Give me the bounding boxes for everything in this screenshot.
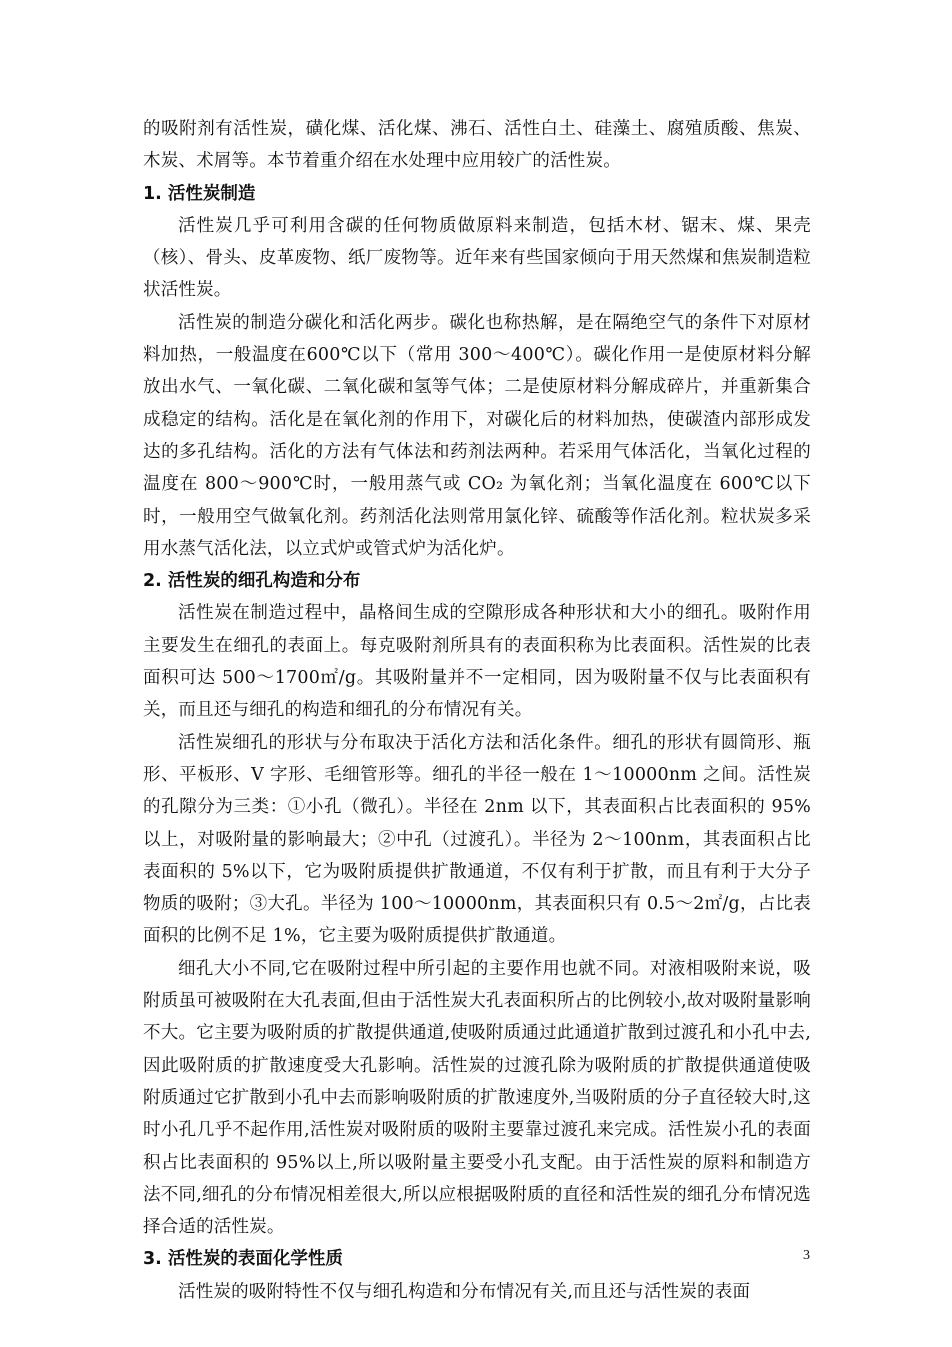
paragraph-raw-materials: 活性炭几乎可利用含碳的任何物质做原料来制造，包括木材、锯末、煤、果壳（核）、骨头、皮革废物、纸厂废物等。近年来有些国家倾向于用天然煤和焦炭制造粒状活性炭。 bbox=[143, 215, 811, 301]
section-heading-carbon-manufacture: 1. 活性炭制造 bbox=[143, 183, 256, 204]
paragraph-surface-chemistry: 活性炭的吸附特性不仅与细孔构造和分布情况有关,而且还与活性炭的表面 bbox=[178, 1281, 751, 1302]
section-heading-pore-structure: 2. 活性炭的细孔构造和分布 bbox=[143, 571, 361, 592]
paragraph-carbonization-activation: 活性炭的制造分碳化和活化两步。碳化也称热解，是在隔绝空气的条件下对原材料加热，一般温度在600℃以下（常用 300～400℃）。碳化作用一是使原材料分解放出水气、一氧化碳、二氧化碳和氢等气体；二是使原材料分解成碎片，并重新集合成稳定的结构。活化是在氧化剂的作用下，对碳化后的材料加热，使碳渣内部形成发达的多孔结构。活化的方法有气体法和药剂法两种。若采用气体活化，当氧化过程的温度在 800～900℃时，一般用蒸气或 CO₂ 为氧化剂；当氧化温度在 600℃以下时，一般用空气做氧化剂。药剂活化法则常用氯化锌、硫酸等作活化剂。粒状炭多采用水蒸气活化法，以立式炉或管式炉为活化炉。 bbox=[143, 312, 811, 559]
paragraph-pore-function: 细孔大小不同,它在吸附过程中所引起的主要作用也就不同。对液相吸附来说，吸附质虽可被吸附在大孔表面,但由于活性炭大孔表面积所占的比例较小,故对吸附量影响不大。它主要为吸附质的扩散提供通道,使吸附质通过此通道扩散到过渡孔和小孔中去,因此吸附质的扩散速度受大孔影响。活性炭的过渡孔除为吸附质的扩散提供通道使吸附质通过它扩散到小孔中去而影响吸附质的扩散速度外,当吸附质的分子直径较大时,这时小孔几乎不起作用,活性炭对吸附质的吸附主要靠过渡孔来完成。活性炭小孔的表面积占比表面积的 95%以上,所以吸附量主要受小孔支配。由于活性炭的原料和制造方法不同,细孔的分布情况相差很大,所以应根据吸附质的直径和活性炭的细孔分布情况选择合适的活性炭。 bbox=[143, 958, 811, 1238]
paragraph-pore-classification: 活性炭细孔的形状与分布取决于活化方法和活化条件。细孔的形状有圆筒形、瓶形、平板形、V 字形、毛细管形等。细孔的半径一般在 1～10000nm 之间。活性炭 的孔隙分为三类：①小孔（微孔）。半径在 2nm 以下，其表面积占比表面积的 95%以上，对吸附量的影响最大；②中孔（过渡孔）。半径为 2～100nm，其表面积占比表面积的 5%以下，它为吸附质提供扩散通道，不仅有利于扩散，而且有利于大分子物质的吸附；③大孔。半径为 100～10000nm，其表面积只有 0.5～2㎡/g，占比表面积的比例不足 1%，它主要为吸附质提供扩散通道。 bbox=[143, 732, 811, 947]
paragraph-specific-surface-area: 活性炭在制造过程中，晶格间生成的空隙形成各种形状和大小的细孔。吸附作用主要发生在细孔的表面上。每克吸附剂所具有的表面积称为比表面积。活性炭的比表面积可达 500～1700㎡/g。其吸附量并不一定相同，因为吸附量不仅与比表面积有关，而且还与细孔的构造和细孔的分布情况有关。 bbox=[143, 603, 811, 721]
section-heading-surface-chemistry: 3. 活性炭的表面化学性质 bbox=[143, 1249, 343, 1270]
page-number: 3 bbox=[803, 1248, 810, 1263]
intro-paragraph: 的吸附剂有活性炭，磺化煤、活化煤、沸石、活性白土、硅藻土、腐殖质酸、焦炭、木炭、术屑等。本节着重介绍在水处理中应用较广的活性炭。 bbox=[143, 119, 811, 172]
document-body bbox=[143, 113, 811, 1308]
